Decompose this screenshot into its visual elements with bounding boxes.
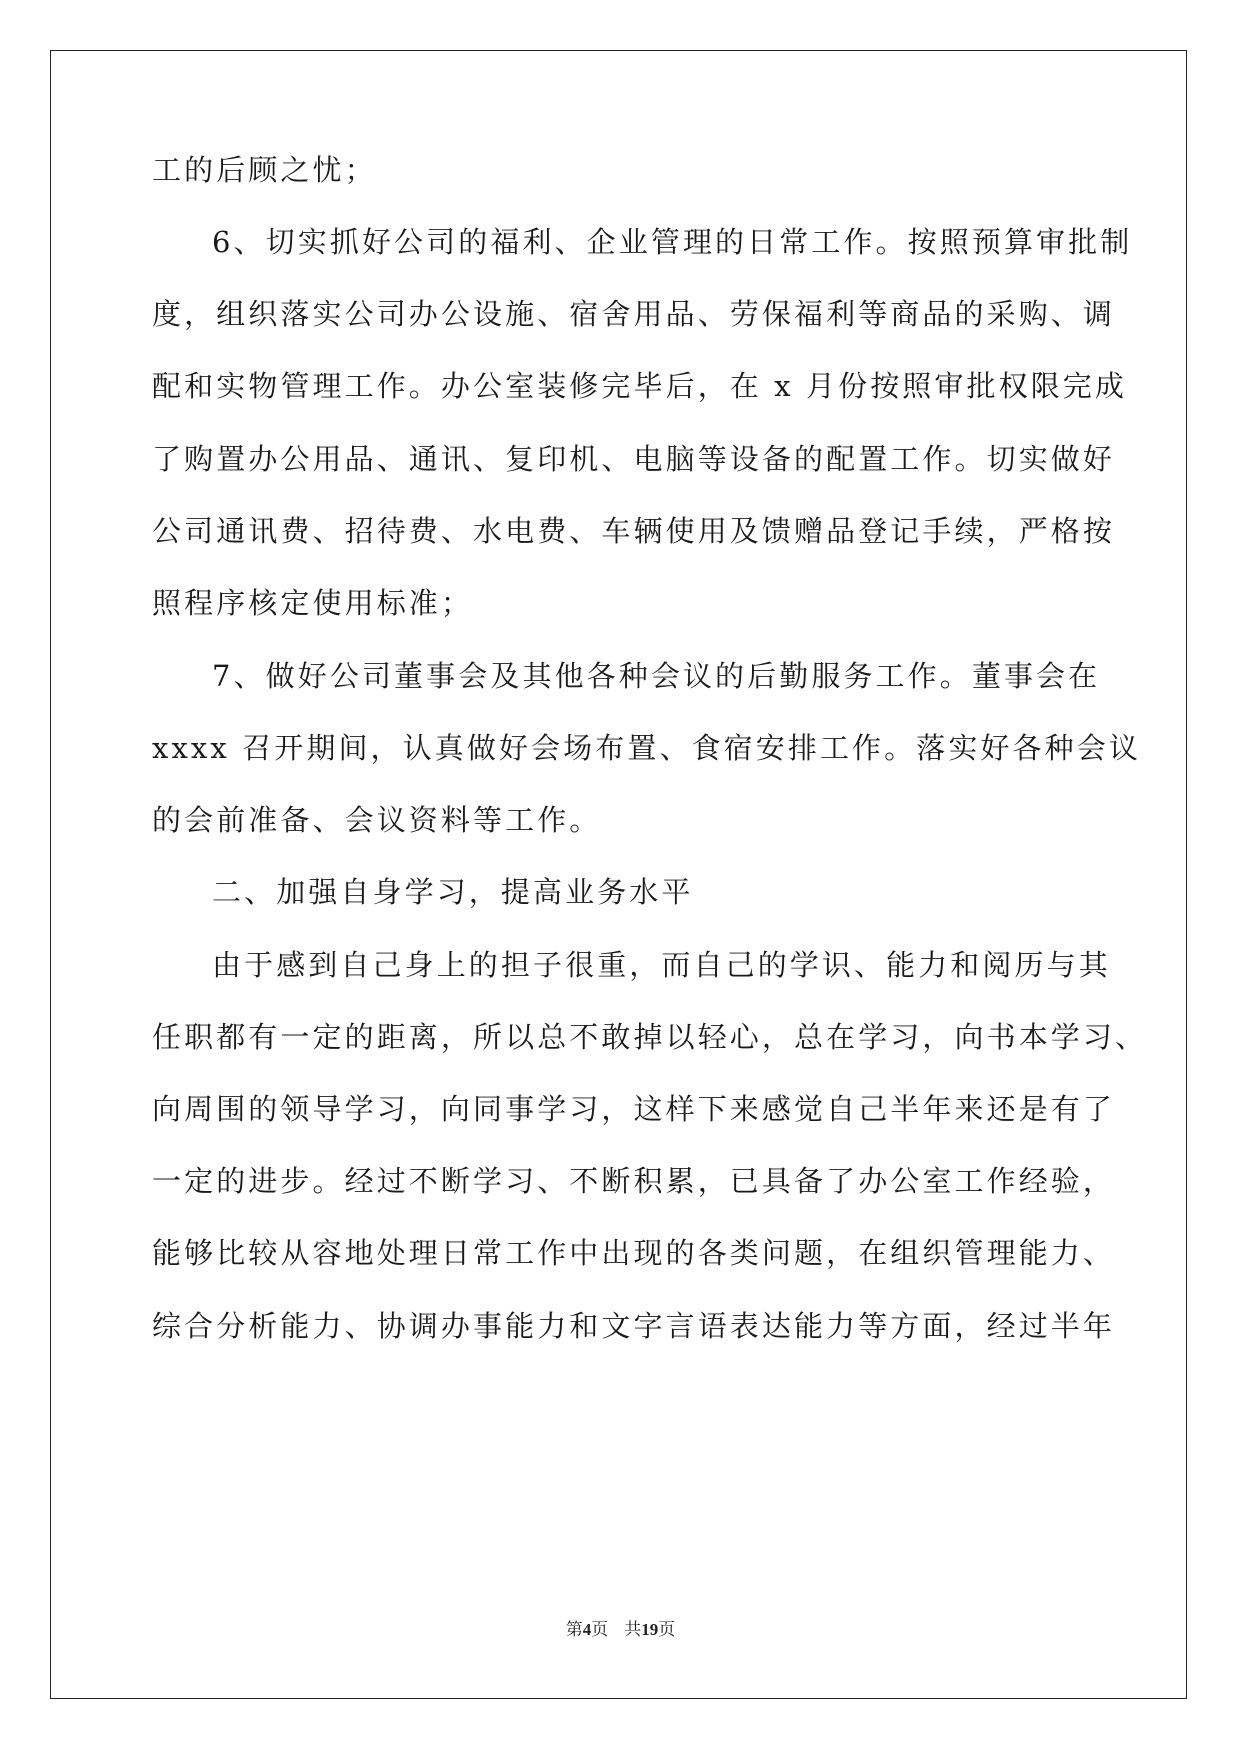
page-prefix: 第	[565, 1620, 583, 1639]
section-heading: 二、加强自身学习，提高业务水平	[212, 875, 694, 909]
text-line: 一定的进步。经过不断学习、不断积累，已具备了办公室工作经验，	[152, 1164, 1116, 1198]
page-suffix: 页	[591, 1620, 609, 1639]
total-prefix: 共	[624, 1620, 642, 1639]
text-line: 工的后顾之忧；	[152, 153, 377, 187]
text-line: xxxx 召开期间，认真做好会场布置、食宿安排工作。落实好各种会议	[152, 731, 1141, 765]
page-number: 4	[582, 1620, 592, 1639]
text-line: 综合分析能力、协调办事能力和文字言语表达能力等方面，经过半年	[152, 1309, 1116, 1343]
paragraph-start-line: 7、做好公司董事会及其他各种会议的后勤服务工作。董事会在	[212, 659, 1101, 693]
total-pages: 19	[641, 1620, 659, 1639]
paragraph-start-line: 6、切实抓好公司的福利、企业管理的日常工作。按照预算审批制	[212, 225, 1133, 259]
page-footer	[0, 1618, 1241, 1642]
text-line: 向周围的领导学习，向同事学习，这样下来感觉自己半年来还是有了	[152, 1092, 1116, 1126]
total-suffix: 页	[658, 1620, 676, 1639]
text-line: 任职都有一定的距离，所以总不敢掉以轻心，总在学习，向书本学习、	[152, 1020, 1148, 1054]
text-line: 度，组织落实公司办公设施、宿舍用品、劳保福利等商品的采购、调	[152, 297, 1116, 331]
text-line: 了购置办公用品、通讯、复印机、电脑等设备的配置工作。切实做好	[152, 442, 1116, 476]
text-line: 能够比较从容地处理日常工作中出现的各类问题，在组织管理能力、	[152, 1236, 1116, 1270]
paragraph-start-line: 由于感到自己身上的担子很重，而自己的学识、能力和阅历与其	[212, 948, 1111, 982]
text-line: 的会前准备、会议资料等工作。	[152, 803, 602, 837]
text-line: 配和实物管理工作。办公室装修完毕后，在 x 月份按照审批权限完成	[152, 369, 1127, 403]
text-line: 公司通讯费、招待费、水电费、车辆使用及馈赠品登记手续，严格按	[152, 514, 1116, 548]
text-line: 照程序核定使用标准；	[152, 586, 474, 620]
